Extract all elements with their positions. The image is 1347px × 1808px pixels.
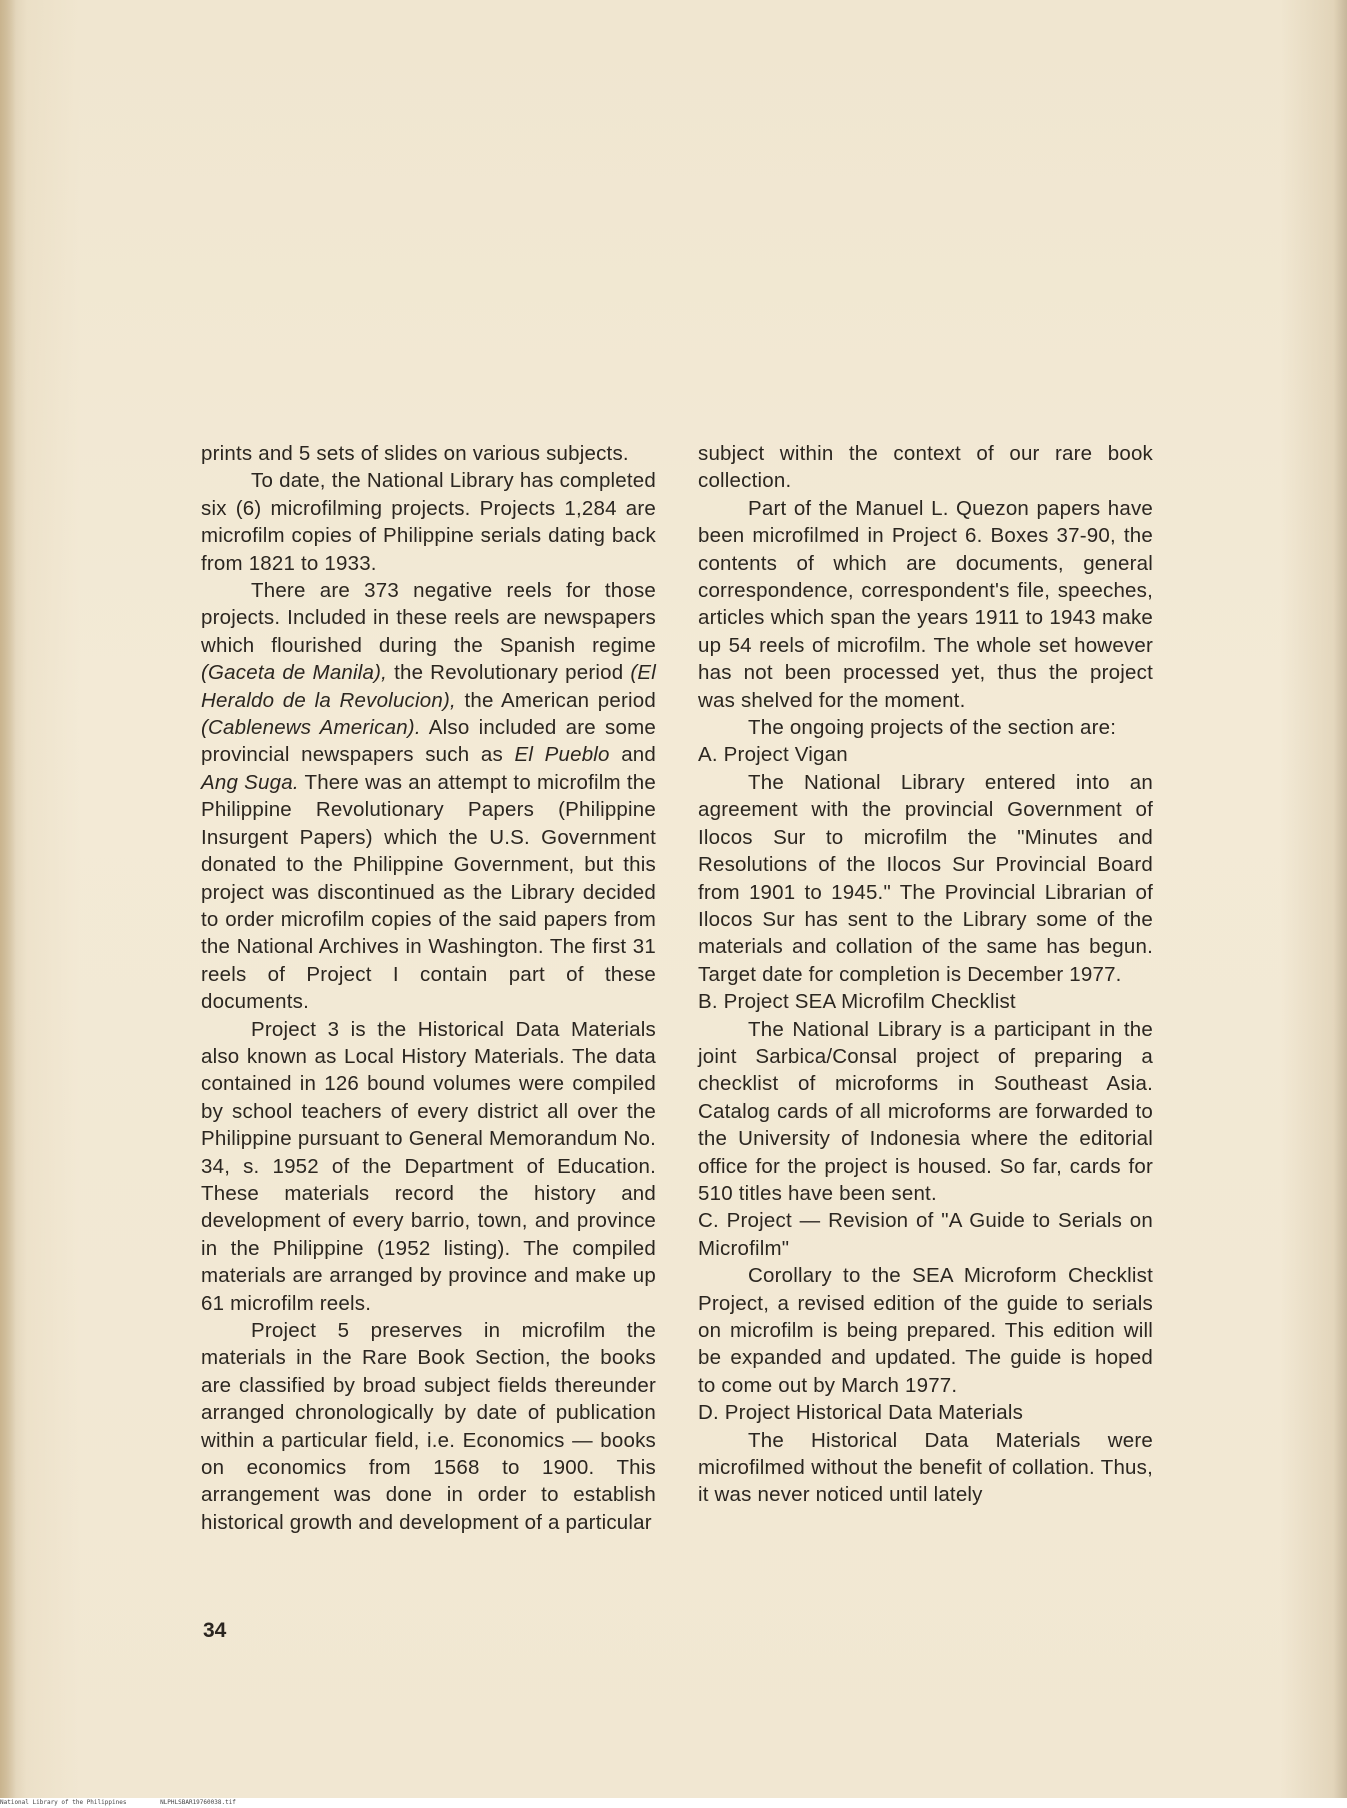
paragraph: [698, 1207, 1153, 1262]
paragraph: [201, 1317, 656, 1536]
left-text-column: [201, 440, 656, 1536]
text-run: The Historical Data Materials were microfilmed without the benefit of collation. Thus, it was never noticed until lately: [698, 1428, 1153, 1507]
text-run: and: [609, 743, 656, 767]
text-run: The ongoing projects of the section are:: [748, 716, 1117, 740]
paragraph: [698, 1399, 1153, 1426]
text-run: Project 5 preserves in microfilm the materials in the Rare Book Section, the books are classified by broad subject fields thereunder arranged chronologically by date of publication within a particular field, i.e. Economics — books on economics from 1568 to 1900. This arrangement was done in order to establish historical growth and development of a particular: [201, 1319, 656, 1534]
italic-title: (El Heraldo de la Revolucion),: [201, 661, 656, 712]
text-run: Project 3 is the Historical Data Materials also known as Local History Materials. The data contained in 126 bound volumes were compiled by school teachers of every district all over the Philippine pursuant to General Memorandum No. 34, s. 1952 of the Department of Education. These materials record the history and development of every barrio, town, and province in the Philippine (1952 listing). The compiled materials are arranged by province and make up 61 microfilm reels.: [201, 1017, 656, 1315]
italic-title: (Cablenews American).: [201, 716, 421, 740]
text-run: D. Project Historical Data Materials: [698, 1401, 1024, 1425]
paragraph: [201, 467, 656, 577]
text-run: The National Library is a participant in the joint Sarbica/Consal project of preparing a checklist of microforms in Southeast Asia. Catalog cards of all microforms are forwarded to the University of Indonesia where the editorial office for the project is housed. So far, cards for 510 titles have been sent.: [698, 1017, 1153, 1205]
paragraph: [201, 440, 656, 467]
paragraph: [698, 1016, 1153, 1208]
paragraph: [698, 741, 1153, 768]
paragraph: [698, 988, 1153, 1015]
italic-title: (Gaceta de Manila),: [201, 661, 388, 685]
italic-title: Ang Suga.: [201, 770, 299, 794]
text-run: There are 373 negative reels for those projects. Included in these reels are newspapers which flourished during the Spanish regime: [201, 579, 656, 657]
binding-shadow: [0, 0, 16, 1798]
text-run: the American period: [455, 688, 656, 712]
text-run: Also included are some provincial newspapers such as: [201, 716, 656, 767]
paragraph: [698, 440, 1153, 495]
paragraph: [698, 714, 1153, 741]
paragraph: [698, 1427, 1153, 1509]
italic-title: El Pueblo: [514, 743, 610, 767]
text-run: To date, the National Library has completed six (6) microfilming projects. Projects 1,284 are microfilm copies of Philippine serials dating back from 1821 to 1933.: [201, 469, 656, 575]
text-run: There was an attempt to microfilm the Philippine Revolutionary Papers (Philippine Insurgent Papers) which the U.S. Government donated to the Philippine Government, but this project was discontinued as the Library decided to order microfilm copies of the said papers from the National Archives in Washington. The first 31 reels of Project I contain part of these documents.: [201, 770, 656, 1014]
text-run: Part of the Manuel L. Quezon papers have been microfilmed in Project 6. Boxes 37-90, the contents of which are documents, general correspondence, correspondent's file, speeches, articles which span the years 1911 to 1943 make up 54 reels of microfilm. The whole set however has not been processed yet, thus the project was shelved for the moment.: [698, 496, 1153, 712]
text-run: B. Project SEA Microfilm Checklist: [698, 990, 1016, 1014]
text-run: prints and 5 sets of slides on various subjects.: [201, 442, 629, 465]
text-run: Corollary to the SEA Microform Checklist Project, a revised edition of the guide to serials on microfilm is being prepared. This edition will be expanded and updated. The guide is hoped to come out by March 1977.: [698, 1264, 1153, 1397]
text-run: C. Project — Revision of "A Guide to Serials on Microfilm": [698, 1209, 1153, 1260]
text-run: subject within the context of our rare book collection.: [698, 442, 1153, 493]
footer-file: NLPHLSBAR19760038.tif: [160, 1799, 236, 1806]
text-run: The National Library entered into an agreement with the provincial Government of Ilocos Sur to microfilm the "Minutes and Resolutions of the Ilocos Sur Provincial Board from 1901 to 1945." The Provincial Librarian of Ilocos Sur has sent to the Library some of the materials and collation of the same has begun. Target date for completion is December 1977.: [698, 770, 1153, 986]
paragraph: [201, 1016, 656, 1317]
paragraph: [698, 1262, 1153, 1399]
footer-source: National Library of the Philippines: [0, 1799, 127, 1806]
page-number: 34: [203, 1619, 227, 1642]
scan-footer: [0, 1798, 1347, 1808]
right-text-column: [698, 440, 1153, 1509]
text-run: the Revolutionary period: [387, 661, 631, 685]
text-run: A. Project Vigan: [698, 743, 848, 767]
paragraph: [698, 769, 1153, 988]
paragraph: [201, 577, 656, 1016]
paragraph: [698, 495, 1153, 714]
